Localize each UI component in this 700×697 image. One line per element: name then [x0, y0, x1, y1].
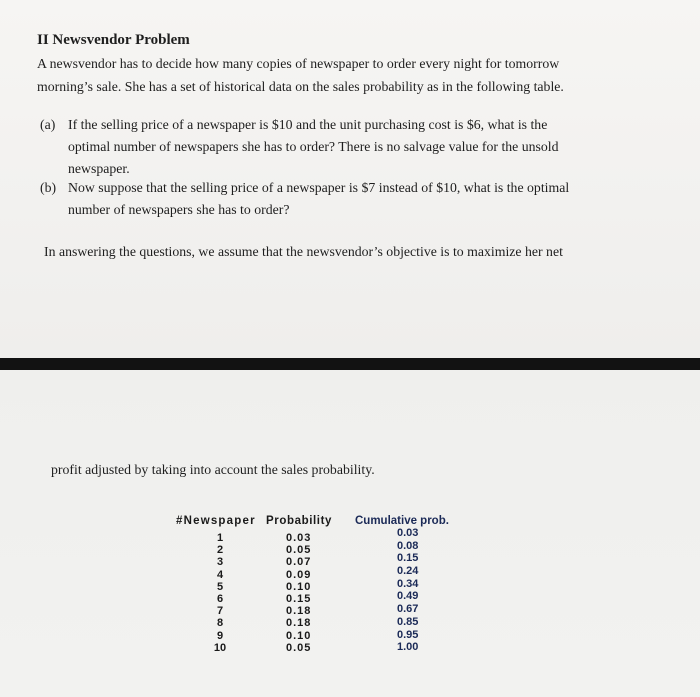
- probability-cell: 0.15: [286, 592, 312, 605]
- newspaper-cell: 9: [216, 629, 224, 642]
- newspaper-cell: 2: [216, 544, 224, 557]
- newspaper-cell: 7: [216, 605, 224, 618]
- newspaper-cell: 5: [216, 580, 224, 593]
- header-probability: Probability: [266, 515, 333, 527]
- cumulative-cell: 0.34: [397, 577, 419, 590]
- newspaper-cell: 4: [216, 568, 224, 581]
- cumulative-cell: 0.03: [397, 527, 419, 539]
- column-cumulative: [397, 527, 418, 654]
- question-a: [40, 114, 600, 180]
- continuation-text: profit adjusted by taking into account the sales probability.: [51, 462, 375, 477]
- header-cumulative: Cumulative prob.: [355, 515, 449, 527]
- question-a-line-1: If the selling price of a newspaper is $10 and the unit purchasing cost is $6, what is the: [68, 117, 548, 132]
- intro-line-2: morning’s sale. She has a set of historical data on the sales probability as in the following table.: [37, 79, 564, 94]
- question-b-line-2: number of newspapers she has to order?: [68, 202, 290, 217]
- probability-cell: 0.18: [286, 617, 312, 630]
- header-newspaper: #Newspaper: [176, 515, 256, 527]
- problem-heading: II Newsvendor Problem: [37, 32, 190, 48]
- newspaper-cell: 6: [216, 592, 224, 605]
- newspaper-cell: 8: [216, 617, 224, 630]
- problem-intro: [37, 52, 637, 98]
- newspaper-cell: 1: [216, 532, 224, 544]
- problem-page-bottom: [0, 370, 700, 697]
- cumulative-cell: 0.15: [397, 552, 419, 565]
- cumulative-cell: 1.00: [397, 641, 419, 654]
- question-a-marker: (a): [40, 117, 56, 132]
- assumption-text: In answering the questions, we assume that the newsvendor’s objective is to maximize her net: [44, 244, 563, 259]
- column-probability: [286, 532, 311, 654]
- probability-cell: 0.07: [286, 556, 312, 569]
- cumulative-cell: 0.24: [397, 565, 419, 578]
- cumulative-cell: 0.08: [397, 539, 419, 552]
- cumulative-cell: 0.85: [397, 615, 419, 628]
- question-a-line-3: newspaper.: [68, 161, 130, 176]
- cumulative-cell: 0.49: [397, 590, 419, 603]
- question-b-line-1: Now suppose that the selling price of a newspaper is $7 instead of $10, what is the optimal: [68, 180, 570, 195]
- probability-cell: 0.05: [286, 544, 312, 557]
- cumulative-cell: 0.67: [397, 603, 419, 616]
- probability-cell: 0.05: [286, 641, 312, 654]
- question-b-marker: (b): [40, 180, 57, 195]
- probability-cell: 0.18: [286, 605, 312, 618]
- page-divider: [0, 358, 700, 370]
- newspaper-cell: 3: [216, 556, 224, 569]
- cumulative-cell: 0.95: [397, 628, 419, 641]
- intro-line-1: A newsvendor has to decide how many copies of newspaper to order every night for tomorrow: [37, 56, 560, 71]
- question-b: [40, 177, 600, 221]
- newspaper-cell: 10: [213, 641, 227, 654]
- column-newspaper: [208, 532, 232, 654]
- probability-cell: 0.09: [286, 568, 312, 581]
- probability-cell: 0.03: [286, 532, 312, 544]
- question-a-line-2: optimal number of newspapers she has to order? There is no salvage value for the unsold: [68, 139, 559, 154]
- probability-cell: 0.10: [286, 629, 312, 642]
- probability-cell: 0.10: [286, 580, 312, 593]
